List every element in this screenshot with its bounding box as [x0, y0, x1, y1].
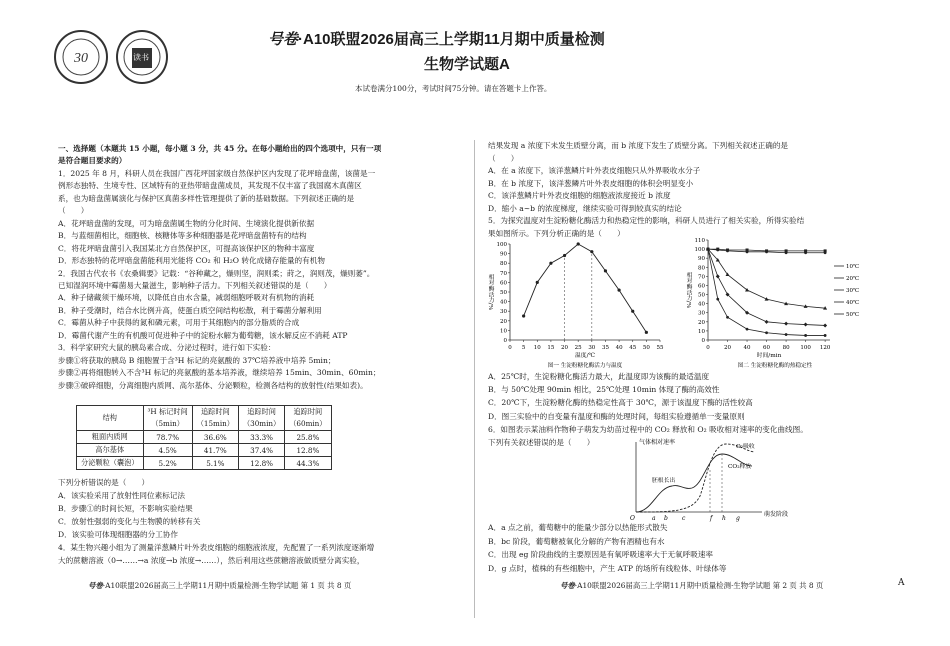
- x-point-label: O: [630, 515, 635, 522]
- table-header: 结构: [77, 406, 144, 431]
- education-logo: [116, 30, 168, 84]
- text-line: C．该洋葱鳞片叶外表皮细胞的细胞液浓度接近 b 浓度: [488, 191, 671, 200]
- text-line: C．霉菌从种子中获得的氮和磷元素，可用于其细胞内的部分脂质的合成: [58, 318, 300, 328]
- data-point: [765, 331, 768, 334]
- table-header-row: [77, 406, 332, 419]
- x-tick-label: 20: [561, 345, 569, 351]
- data-point: [536, 281, 539, 284]
- table-header: ³H 标记时间: [143, 406, 192, 419]
- x-tick-label: 5: [521, 345, 526, 351]
- x-tick-label: 0: [706, 345, 710, 351]
- data-point: [785, 333, 788, 336]
- y-tick-label: 50: [500, 290, 507, 296]
- text-line: 是符合题目要求的）: [58, 156, 127, 166]
- y-tick-label: 0: [701, 338, 705, 344]
- data-point: [726, 316, 729, 319]
- text-line: 4．某生物兴趣小组为了测量洋葱鳞片叶外表皮细胞的细胞液浓度，先配置了一系列浓度逐渐增: [58, 543, 375, 552]
- text-line: （ ）: [58, 206, 89, 216]
- chart-temperature-activity: [482, 236, 672, 370]
- column-divider: [474, 140, 475, 618]
- brand-name: 号卷: [268, 31, 299, 48]
- x-point-label: g: [736, 515, 740, 522]
- y-tick-label: 0: [503, 338, 507, 344]
- data-point: [522, 314, 525, 317]
- legend-label: 20℃: [846, 276, 860, 282]
- data-point: [617, 288, 620, 291]
- text-line: B．步骤①的时间长短，不影响实验结果: [58, 504, 193, 513]
- y-tick-label: 70: [500, 270, 507, 277]
- text-line: 果如图所示。下列分析正确的是（ ）: [488, 228, 625, 238]
- chart-title: 图一 生淀粉糖化酶活力与温度: [547, 363, 623, 369]
- table-header: 追踪时间: [238, 406, 284, 419]
- text-line: D．缩小 a~b 的浓度梯度，继续实验可得到较真实的结论: [488, 203, 682, 213]
- table-header: 追踪时间: [285, 406, 331, 419]
- text-line: 系，也为暗盘菌属演化与保护区真菌多样性管理提供了新的基础数据。下列叙述正确的是: [58, 193, 355, 203]
- text-line: 步骤②再将细胞转入不含³H 标记的亮氨酸的基本培养液，继续培养 15min、30min、60min；: [58, 368, 381, 378]
- text-line: 已知湿润环境中霉菌易大量滋生，影响种子活力。下列相关叙述错误的是（ ）: [58, 280, 332, 290]
- x-tick-label: 40: [743, 345, 751, 351]
- y-tick-label: 30: [500, 309, 507, 316]
- y-tick-label: 90: [500, 251, 507, 258]
- x-axis-label: 萌发阶段: [764, 511, 789, 518]
- x-point-label: b: [664, 515, 668, 522]
- y-tick-label: 60: [500, 280, 507, 287]
- data-point: [577, 242, 580, 245]
- data-point: [824, 251, 827, 254]
- x-tick-label: 20: [724, 345, 732, 351]
- legend-label: 30℃: [846, 288, 860, 294]
- data-point: [716, 274, 720, 278]
- text-line: （ ）: [488, 153, 519, 163]
- x-tick-label: 45: [629, 345, 637, 351]
- text-line: A．25℃时，生淀粉糖化酶活力最大，此温度即为该酶的最适温度: [488, 372, 710, 381]
- data-point: [804, 334, 807, 337]
- y-tick-label: 90: [698, 256, 705, 263]
- data-point: [765, 250, 768, 253]
- logo-text: 读书: [133, 53, 149, 62]
- text-line: B．在 b 浓度下，该洋葱鳞片叶外表皮细胞的体积会明显变小: [488, 178, 694, 188]
- text-line: A．花坪暗盘菌的发现，可为暗盘菌属生物的分化时间、生境演化提供新依据: [58, 218, 315, 228]
- footer-right: 号卷·A10联盟2026届高三上学期11月期中质量检测·生物学试题 第 2 页 共 8 页: [560, 581, 824, 590]
- data-point: [604, 269, 607, 272]
- text-line: 下列有关叙述错误的是（ ）: [488, 438, 595, 447]
- legend-label: 40℃: [846, 300, 860, 306]
- y-tick-label: 20: [698, 319, 705, 326]
- text-line: 一、选择题（本题共 15 小题，每小题 3 分，共 45 分。在每小题给出的四个选项中，只有一项: [58, 144, 382, 153]
- text-line: 1．2025 年 8 月，科研人员在我国广西花坪国家级自然保护区内发现了花坪暗盘菌，该菌是一: [58, 168, 376, 178]
- x-point-label: h: [722, 515, 726, 522]
- text-line: 步骤①将获取的胰岛 B 细胞置于含³H 标记的亮氨酸的 37℃培养液中培养 5min；: [58, 355, 336, 365]
- y-axis-label: 气体相对速率: [639, 439, 676, 446]
- data-point: [716, 298, 719, 301]
- y-tick-label: 40: [500, 299, 507, 306]
- y-tick-label: 80: [500, 261, 507, 268]
- text-line: 结果发现 a 浓度下未发生质壁分离，而 b 浓度下发生了质壁分离。下列相关叙述正确的是: [488, 141, 789, 150]
- text-line: D．图三实验中的自变量有温度和酶的处理时间，每组实验遵循单一变量原则: [488, 411, 745, 421]
- data-point: [785, 251, 788, 254]
- y-tick-label: 70: [698, 274, 705, 281]
- text-line: 2．我国古代农书《农桑辑要》记载：“谷种藏之，燥则坚，润则柔；莳之，润则茂，燥则萎”。: [58, 268, 375, 278]
- series-line: [524, 244, 647, 332]
- text-line: 下列分析错误的是（ ）: [58, 478, 150, 487]
- x-tick-label: 10: [533, 345, 541, 351]
- y-tick-label: 10: [500, 328, 507, 335]
- data-point: [563, 254, 566, 257]
- data-point: [784, 322, 788, 326]
- table-header: 追踪时间: [192, 406, 238, 419]
- table-row: 粗面内质网 78.7% 36.6% 33.3% 25.8%: [77, 431, 332, 444]
- chart-thermal-stability: [680, 236, 870, 370]
- data-point: [631, 310, 634, 313]
- text-line: C．放射性强弱的变化与生物膜的转移有关: [58, 517, 201, 526]
- text-line: D．形态独特的花坪暗盘菌能利用光能将 CO₂ 和 H₂O 转化成储存能量的有机物: [58, 256, 325, 266]
- x-tick-label: 15: [547, 345, 555, 351]
- data-point: [823, 323, 827, 327]
- text-line: 例形态独特、生境专性、区域特有的亚热带暗盘菌成员，其发现不仅丰富了我国腐木真菌区: [58, 181, 362, 191]
- text-line: 大的蔗糖溶液（0→……→a 浓度→b 浓度→……），然后利用这些蔗糖溶液做质壁分离实验，: [58, 556, 365, 565]
- svg-text:30: 30: [74, 51, 88, 66]
- data-point: [590, 250, 593, 253]
- text-line: D．该实验可体现细胞器的分工协作: [58, 530, 178, 539]
- y-axis-label: 相对酶活力/%: [487, 273, 493, 311]
- x-tick-label: 120: [819, 345, 831, 351]
- text-line: A．种子储藏须干燥环境，以降低自由水含量，减弱细胞呼吸对有机物的消耗: [58, 293, 315, 303]
- x-point-label: f: [710, 515, 713, 522]
- text-line: B．与 50℃处理 90min 相比，25℃处理 10min 体现了酶的高效性: [488, 385, 720, 395]
- data-point: [824, 334, 827, 337]
- text-line: 6．如图表示某油料作物种子萌发为幼苗过程中的 CO₂ 释放和 O₂ 吸收相对速率的变化曲线图。: [488, 424, 808, 434]
- footer-left: 号卷·A10联盟2026届高三上学期11月期中质量检测·生物学试题 第 1 页 共 8 页: [88, 581, 352, 590]
- curve-label: CO₂释放: [728, 464, 752, 470]
- data-point: [746, 250, 749, 253]
- y-tick-label: 50: [698, 292, 705, 299]
- page-title: 号卷·A10联盟2026届高三上学期11月期中质量检测: [268, 31, 605, 48]
- data-point: [716, 249, 719, 252]
- data-point: [645, 331, 648, 334]
- x-point-label: c: [682, 515, 686, 522]
- annotation: 胚根长出: [652, 478, 676, 484]
- legend-label: 50℃: [846, 312, 860, 318]
- legend-label: 10℃: [846, 264, 860, 270]
- data-point: [549, 262, 552, 265]
- text-line: B．与蓝细菌相比，细胞核、核糖体等多种细胞器是花坪暗盘菌特有的结构: [58, 231, 307, 241]
- corner-label: A: [898, 578, 905, 588]
- y-tick-label: 40: [698, 301, 705, 308]
- table-row: 分泌颗粒（囊泡） 5.2% 5.1% 12.8% 44.3%: [77, 457, 332, 470]
- text-line: B．种子受潮时，结合水比例升高，使蛋白质空间结构松散，利于霉菌分解利用: [58, 305, 322, 315]
- radioactivity-table: 结构 ³H 标记时间 追踪时间 追踪时间 追踪时间 （5min） （15min） （30min） （60min） 粗面内质网 78.7% 36.6% 33.3% 25.8% 高尔基体 4.5% 41.7% 37.4% 12.8% 分泌颗粒（囊泡） 5.2% 5.1% 12.8% 44.3%: [76, 405, 332, 470]
- y-tick-label: 10: [698, 328, 705, 335]
- x-tick-label: 30: [588, 345, 596, 351]
- data-point: [804, 251, 807, 254]
- y-tick-label: 60: [698, 283, 705, 290]
- school-logo: [54, 30, 108, 84]
- x-tick-label: 100: [800, 345, 811, 351]
- x-tick-label: 25: [574, 345, 582, 351]
- y-tick-label: 110: [694, 238, 705, 244]
- text-line: 步骤③破碎细胞，分离细胞内质网、高尔基体、分泌颗粒，检测各结构的放射性(结果如表)。: [58, 380, 368, 390]
- text-line: D．g 点时，植株的有些细胞中，产生 ATP 的场所有线粒体、叶绿体等: [488, 563, 727, 573]
- x-tick-label: 40: [615, 345, 623, 351]
- y-tick-label: 100: [496, 242, 507, 248]
- text-line: C．将花坪暗盘菌引入我国某北方自然保护区，可提高该保护区的物种丰富度: [58, 243, 315, 253]
- text-line: A．在 a 浓度下，该洋葱鳞片叶外表皮细胞只从外界吸收水分子: [488, 166, 701, 175]
- y-tick-label: 30: [698, 310, 705, 317]
- table-row: 高尔基体 4.5% 41.7% 37.4% 12.8%: [77, 444, 332, 457]
- y-tick-label: 20: [500, 318, 507, 325]
- x-tick-label: 60: [763, 345, 771, 351]
- data-point: [707, 248, 710, 251]
- x-tick-label: 80: [782, 345, 790, 351]
- data-point: [726, 250, 729, 253]
- text-line: 5．为探究温度对生淀粉糖化酶活力和热稳定性的影响，科研人员进行了相关实验，所得实验结: [488, 216, 805, 225]
- text-line: C．出现 eg 阶段曲线的主要原因是有氧呼吸速率大于无氧呼吸速率: [488, 550, 714, 560]
- curve-label: O₂吸收: [736, 444, 755, 450]
- chart-title: 图二 生淀粉糖化酶的热稳定性: [737, 363, 813, 369]
- y-axis-label: 相对酶活力/%: [685, 271, 691, 309]
- x-axis-label: 时间/min: [756, 353, 782, 359]
- text-line: 3．科学家研究大鼠的胰岛素合成、分泌过程时，进行如下实验：: [58, 343, 276, 353]
- y-tick-label: 100: [694, 247, 705, 254]
- text-line: C．20℃下，生淀粉糖化酶的热稳定性高于 30℃，源于该温度下酶的活性较高: [488, 398, 753, 408]
- text-line: D．霉菌代谢产生的有机酸可促进种子中的淀粉水解为葡萄糖，该水解反应不消耗 ATP: [58, 330, 348, 340]
- data-point: [804, 323, 808, 327]
- text-line: A．该实验采用了放射性同位素标记法: [58, 491, 185, 500]
- y-tick-label: 80: [698, 265, 705, 272]
- data-point: [746, 328, 749, 331]
- text-line: A．a 点之前，葡萄糖中的能量少部分以热能形式散失: [488, 523, 668, 532]
- x-tick-label: 35: [601, 345, 609, 351]
- exam-subtitle: 生物学试题A: [424, 56, 510, 73]
- x-tick-label: 0: [508, 345, 512, 351]
- chart-gas-exchange: [612, 436, 792, 524]
- text-line: B．bc 阶段，葡萄糖被氧化分解的产物有酒精也有水: [488, 536, 665, 546]
- x-tick-label: 50: [642, 345, 650, 351]
- x-axis-label: 温度/℃: [574, 353, 596, 359]
- exam-note: 本试卷满分100分，考试时间75分钟。请在答题卡上作答。: [355, 84, 552, 93]
- data-point: [765, 320, 769, 324]
- x-tick-label: 55: [656, 345, 664, 351]
- x-point-label: a: [652, 515, 656, 522]
